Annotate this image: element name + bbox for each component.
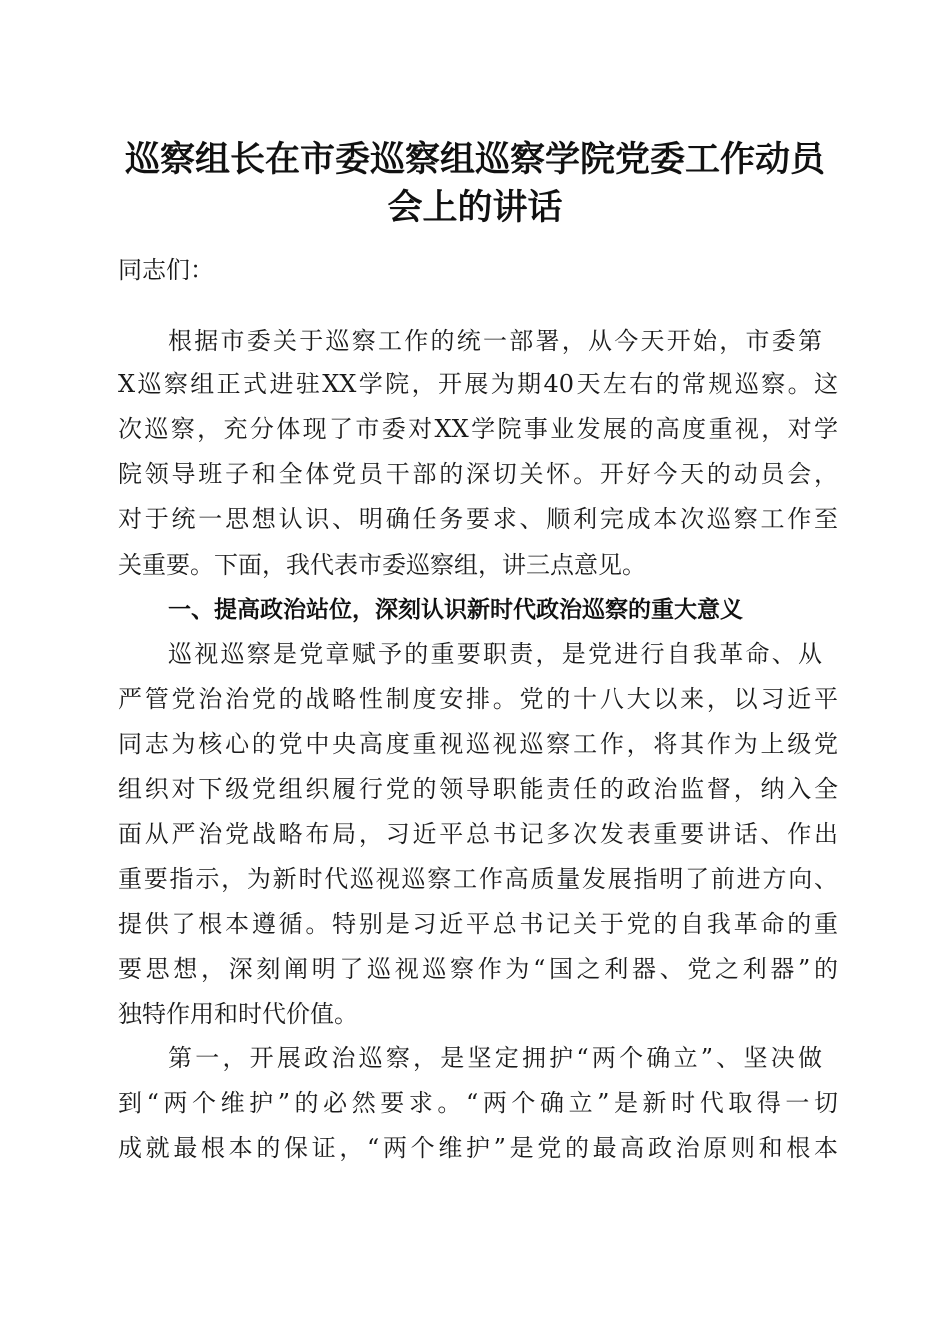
paragraph-2-line-4: 组织对下级党组织履行党的领导职能责任的政治监督，纳入全 (118, 775, 838, 803)
paragraph-1-line-4: 院领导班子和全体党员干部的深切关怀。开好今天的动员会， (118, 460, 838, 488)
paragraph-2-line-7: 提供了根本遵循。特别是习近平总书记关于党的自我革命的重 (118, 910, 838, 938)
title-line-2: 会上的讲话 (387, 187, 563, 228)
paragraph-3-line-2: 到“两个维护”的必然要求。“两个确立”是新时代取得一切 (118, 1089, 838, 1117)
document-title (100, 136, 850, 232)
title-line-1: 巡察组长在市委巡察组巡察学院党委工作动员 (124, 139, 825, 180)
paragraph-1-line-5: 对于统一思想认识、明确任务要求、顺利完成本次巡察工作至 (118, 505, 838, 533)
paragraph-1-line-6: 关重要。下面，我代表市委巡察组，讲三点意见。 (118, 551, 646, 579)
paragraph-2-line-8: 要思想，深刻阐明了巡视巡察作为“国之利器、党之利器”的 (118, 955, 838, 983)
paragraph-2-line-6: 重要指示，为新时代巡视巡察工作高质量发展指明了前进方向、 (118, 865, 838, 893)
paragraph-2-line-1: 巡视巡察是党章赋予的重要职责，是党进行自我革命、从 (168, 640, 822, 668)
paragraph-2-line-9: 独特作用和时代价值。 (118, 1000, 358, 1028)
paragraph-1-line-3: 次巡察，充分体现了市委对XX学院事业发展的高度重视，对学 (118, 415, 838, 443)
paragraph-3-line-1: 第一，开展政治巡察，是坚定拥护“两个确立”、坚决做 (168, 1044, 822, 1072)
salutation: 同志们： (118, 256, 214, 284)
paragraph-1-line-1: 根据市委关于巡察工作的统一部署，从今天开始，市委第 (168, 327, 822, 355)
paragraph-2-line-2: 严管党治治党的战略性制度安排。党的十八大以来，以习近平 (118, 685, 838, 713)
section-heading-1: 一、提高政治站位，深刻认识新时代政治巡察的重大意义 (168, 597, 743, 623)
paragraph-1-line-2: X巡察组正式进驻XX学院，开展为期40天左右的常规巡察。这 (118, 370, 838, 398)
paragraph-2-line-5: 面从严治党战略布局，习近平总书记多次发表重要讲话、作出 (118, 820, 838, 848)
paragraph-2-line-3: 同志为核心的党中央高度重视巡视巡察工作，将其作为上级党 (118, 730, 838, 758)
paragraph-3-line-3: 成就最根本的保证，“两个维护”是党的最高政治原则和根本 (118, 1134, 838, 1162)
